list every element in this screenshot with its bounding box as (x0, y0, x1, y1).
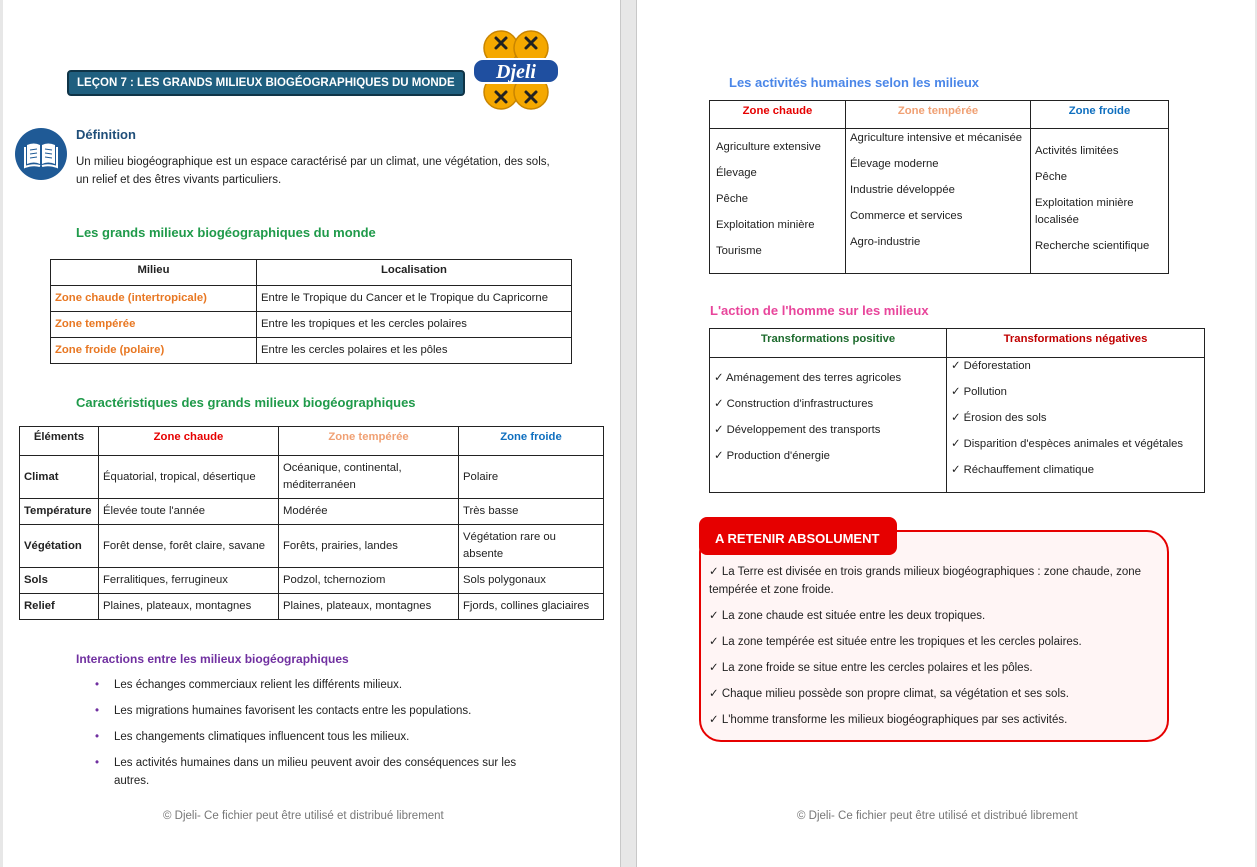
table-row (20, 525, 604, 568)
table-header: Transformations positive (710, 329, 947, 358)
page-footer: © Djeli- Ce fichier peut être utilisé et distribué librement (163, 810, 444, 822)
logo-text: Djeli (496, 61, 536, 83)
list-item: Activités limitées (1035, 145, 1119, 157)
list-item: ✓ La Terre est divisée en trois grands milieux biogéographiques : zone chaude, zone tempérée et zone froide. (709, 566, 1142, 596)
table-cell: Climat (20, 456, 99, 499)
table-cell: Forêt dense, forêt claire, savane (99, 525, 279, 568)
lesson-title: LEÇON 7 : LES GRANDS MILIEUX BIOGÉOGRAPHIQUES DU MONDE (67, 70, 465, 96)
check-icon: ✓ (709, 636, 719, 648)
list-item: ✓ La zone chaude est située entre les deux tropiques. (709, 610, 986, 622)
milieux-localisation-table (50, 259, 572, 364)
table-row (710, 358, 1205, 493)
table-header: Localisation (257, 260, 572, 286)
check-icon: ✓ (709, 662, 719, 674)
table-cell: Modérée (279, 499, 459, 525)
table-cell: Plaines, plateaux, montagnes (99, 594, 279, 620)
list-item: Tourisme (716, 245, 762, 257)
table-header: Zone tempérée (846, 101, 1031, 129)
table-cell: Sols (20, 568, 99, 594)
list-item: • Les échanges commerciaux relient les différents milieux. (93, 676, 553, 694)
table-row (20, 499, 604, 525)
list-item: Industrie développée (850, 184, 955, 196)
list-item: Pêche (1035, 171, 1068, 183)
list-item: Exploitation minière (716, 219, 815, 231)
zone-temperee-activities (846, 129, 1031, 274)
section-title-interactions: Interactions entre les milieux biogéographiques (76, 652, 349, 666)
table-cell: Zone tempérée (51, 312, 257, 338)
list-item: Pêche (716, 193, 749, 205)
list-item: • Les activités humaines dans un milieu peuvent avoir des conséquences sur les autres. (93, 754, 553, 790)
table-row (710, 129, 1169, 274)
section-title-caracteristiques: Caractéristiques des grands milieux biogéographiques (76, 395, 416, 410)
definition-title: Définition (76, 127, 136, 142)
list-item: Agro-industrie (850, 236, 921, 248)
check-icon: ✓ (951, 412, 961, 424)
table-row (20, 594, 604, 620)
table-header: Zone chaude (99, 427, 279, 456)
transformations-table (709, 328, 1205, 493)
list-item: ✓ Pollution (951, 386, 1007, 398)
list-item: • Les migrations humaines favorisent les contacts entre les populations. (93, 702, 553, 720)
table-cell: Forêts, prairies, landes (279, 525, 459, 568)
list-item: ✓ Production d'énergie (714, 450, 830, 462)
table-header: Transformations négatives (947, 329, 1205, 358)
table-header: Zone chaude (710, 101, 846, 129)
check-icon: ✓ (714, 450, 724, 462)
table-cell: Température (20, 499, 99, 525)
activites-table (709, 100, 1169, 274)
retenir-list (709, 563, 1164, 737)
list-item: Agriculture extensive (716, 141, 821, 153)
table-header: Zone froide (459, 427, 604, 456)
table-cell: Podzol, tchernoziom (279, 568, 459, 594)
check-icon: ✓ (951, 438, 961, 450)
list-item: Exploitation minière localisée (1035, 197, 1134, 226)
check-icon: ✓ (709, 714, 719, 726)
open-book-icon (15, 128, 67, 180)
list-item: ✓ La zone tempérée est située entre les tropiques et les cercles polaires. (709, 636, 1082, 648)
page-footer: © Djeli- Ce fichier peut être utilisé et distribué librement (797, 810, 1078, 822)
list-item: ✓ L'homme transforme les milieux biogéographiques par ses activités. (709, 714, 1068, 726)
list-item: Agriculture intensive et mécanisée (850, 132, 1023, 144)
list-item: Recherche scientifique (1035, 240, 1150, 252)
table-cell: Zone froide (polaire) (51, 338, 257, 364)
document-page-1 (3, 0, 621, 867)
table-cell: Végétation rare ou absente (459, 525, 604, 568)
list-item: ✓ Déforestation (951, 360, 1031, 372)
interactions-list (93, 676, 553, 798)
table-cell: Plaines, plateaux, montagnes (279, 594, 459, 620)
list-item: ✓ Érosion des sols (951, 412, 1047, 424)
table-header: Zone froide (1031, 101, 1169, 129)
section-title-grands-milieux: Les grands milieux biogéographiques du monde (76, 225, 376, 240)
check-icon: ✓ (709, 610, 719, 622)
check-icon: ✓ (709, 566, 719, 578)
negative-transformations (947, 358, 1205, 493)
list-item: ✓ La zone froide se situe entre les cercles polaires et les pôles. (709, 662, 1033, 674)
list-item: Élevage moderne (850, 158, 939, 170)
table-header: Milieu (51, 260, 257, 286)
list-item: • Les changements climatiques influencent tous les milieux. (93, 728, 553, 746)
list-item: Commerce et services (850, 210, 963, 222)
clover-logo-icon (467, 28, 565, 114)
table-cell: Polaire (459, 456, 604, 499)
check-icon: ✓ (709, 688, 719, 700)
positive-transformations (710, 358, 947, 493)
table-row (20, 568, 604, 594)
table-cell: Élevée toute l'année (99, 499, 279, 525)
definition-text: Un milieu biogéographique est un espace caractérisé par un climat, une végétation, des sols, un relief et des êtres vivants particuliers. (76, 156, 550, 186)
retenir-title: A RETENIR ABSOLUMENT (699, 517, 897, 555)
table-header: Éléments (20, 427, 99, 456)
list-item: Élevage (716, 167, 757, 179)
table-cell: Équatorial, tropical, désertique (99, 456, 279, 499)
check-icon: ✓ (951, 464, 961, 476)
table-cell: Ferralitiques, ferrugineux (99, 568, 279, 594)
list-item: ✓ Chaque milieu possède son propre climat, sa végétation et ses sols. (709, 688, 1069, 700)
list-item: ✓ Aménagement des terres agricoles (714, 372, 902, 384)
check-icon: ✓ (714, 424, 724, 436)
table-row (51, 312, 572, 338)
section-title-activites: Les activités humaines selon les milieux (729, 75, 979, 90)
zone-chaude-activities (710, 129, 846, 274)
list-item: ✓ Disparition d'espèces animales et végétales (951, 438, 1184, 450)
caracteristiques-table (19, 426, 604, 620)
table-row (51, 338, 572, 364)
section-title-action-homme: L'action de l'homme sur les milieux (710, 303, 929, 318)
table-cell: Entre les cercles polaires et les pôles (257, 338, 572, 364)
table-cell: Végétation (20, 525, 99, 568)
table-cell: Océanique, continental, méditerranéen (279, 456, 459, 499)
table-cell: Fjords, collines glaciaires (459, 594, 604, 620)
table-cell: Très basse (459, 499, 604, 525)
djeli-logo (467, 28, 565, 114)
table-row (20, 456, 604, 499)
table-header: Zone tempérée (279, 427, 459, 456)
check-icon: ✓ (951, 360, 961, 372)
list-item: ✓ Développement des transports (714, 424, 881, 436)
table-cell: Relief (20, 594, 99, 620)
list-item: ✓ Construction d'infrastructures (714, 398, 874, 410)
table-cell: Entre le Tropique du Cancer et le Tropique du Capricorne (257, 286, 572, 312)
table-cell: Zone chaude (intertropicale) (51, 286, 257, 312)
table-cell: Sols polygonaux (459, 568, 604, 594)
list-item: ✓ Réchauffement climatique (951, 464, 1095, 476)
table-row (51, 286, 572, 312)
document-page-2 (636, 0, 1255, 867)
zone-froide-activities (1031, 129, 1169, 274)
check-icon: ✓ (714, 372, 724, 384)
check-icon: ✓ (951, 386, 961, 398)
table-cell: Entre les tropiques et les cercles polaires (257, 312, 572, 338)
check-icon: ✓ (714, 398, 724, 410)
